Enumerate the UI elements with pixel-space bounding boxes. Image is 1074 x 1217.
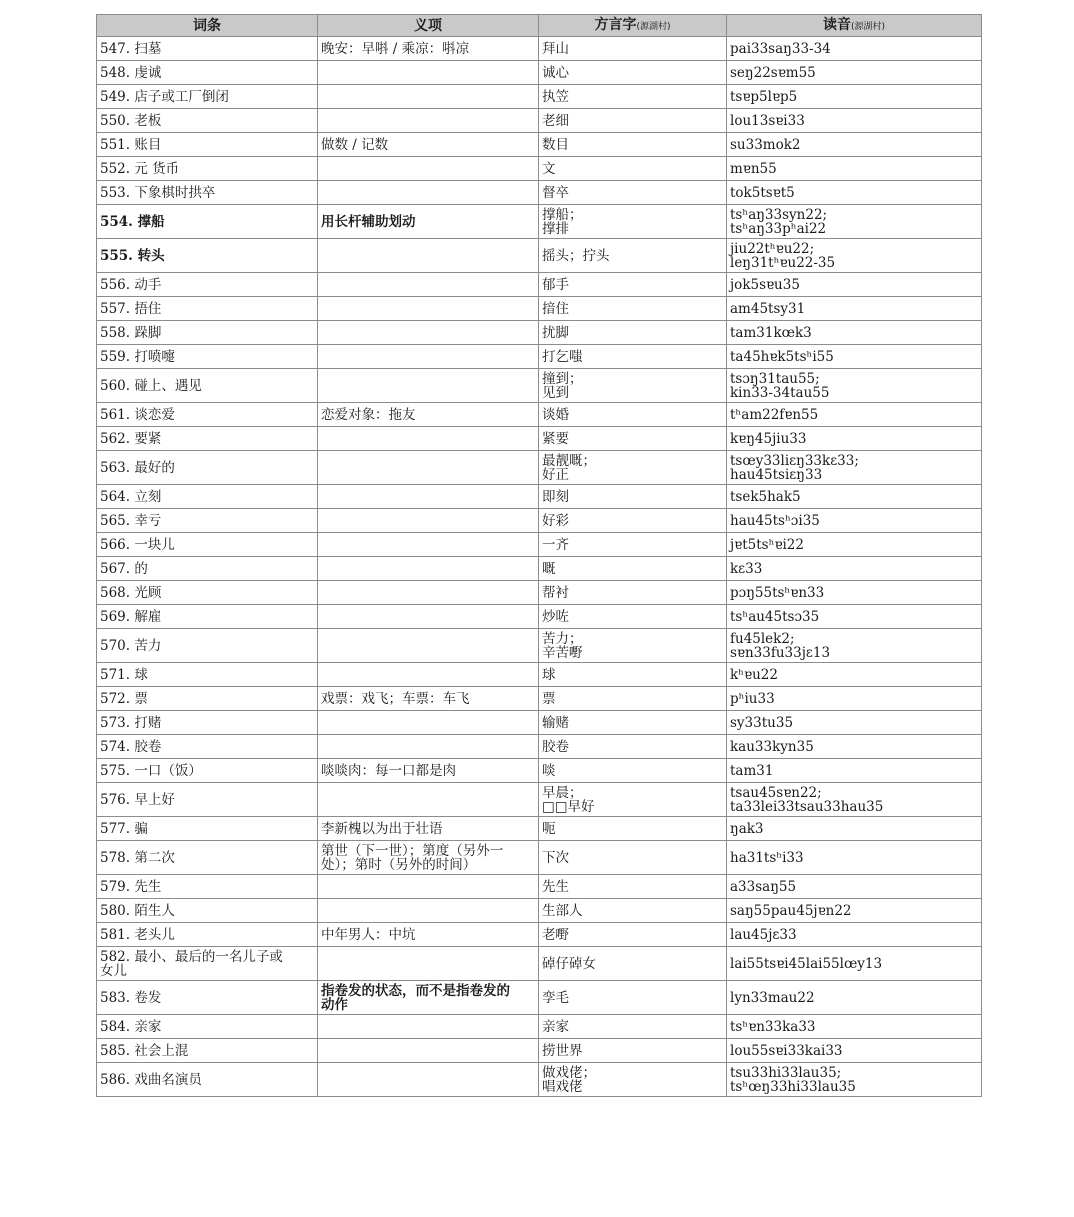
entry-cell: 586. 戏曲名演员 xyxy=(97,1063,318,1097)
meaning-cell: 中年男人：中坑 xyxy=(318,923,539,947)
table-row xyxy=(97,759,982,783)
dialect-char-cell: 早晨； □□早好 xyxy=(539,783,727,817)
entry-cell: 567. 的 xyxy=(97,557,318,581)
dialect-char-cell: 数目 xyxy=(539,133,727,157)
meaning-cell xyxy=(318,485,539,509)
entry-cell: 571. 球 xyxy=(97,663,318,687)
table-row xyxy=(97,1063,982,1097)
table-row xyxy=(97,817,982,841)
reading-cell: pai33saŋ33-34 xyxy=(727,37,982,61)
meaning-cell xyxy=(318,605,539,629)
table-row xyxy=(97,509,982,533)
table-row xyxy=(97,85,982,109)
table-row xyxy=(97,61,982,85)
reading-cell: hau45tsʰɔi35 xyxy=(727,509,982,533)
dialect-char-cell: 下次 xyxy=(539,841,727,875)
header-reading: 读音(源湖村) xyxy=(727,15,982,37)
table-row xyxy=(97,273,982,297)
entry-cell: 577. 骗 xyxy=(97,817,318,841)
reading-cell: tsek5hak5 xyxy=(727,485,982,509)
reading-cell: lai55tsɐi45lai55lœy13 xyxy=(727,947,982,981)
meaning-cell xyxy=(318,321,539,345)
dialect-char-cell: 郁手 xyxy=(539,273,727,297)
dialect-char-cell: 督卒 xyxy=(539,181,727,205)
lexicon-table xyxy=(96,14,982,1097)
dialect-char-cell: 老嘢 xyxy=(539,923,727,947)
reading-cell: am45tsy31 xyxy=(727,297,982,321)
dialect-char-cell: 亲家 xyxy=(539,1015,727,1039)
entry-cell: 578. 第二次 xyxy=(97,841,318,875)
dialect-char-cell: 一齐 xyxy=(539,533,727,557)
meaning-cell xyxy=(318,629,539,663)
dialect-char-cell: 紧要 xyxy=(539,427,727,451)
reading-cell: lou13sɐi33 xyxy=(727,109,982,133)
meaning-cell xyxy=(318,297,539,321)
dialect-char-cell: 炒咗 xyxy=(539,605,727,629)
entry-cell: 581. 老头儿 xyxy=(97,923,318,947)
table-row xyxy=(97,37,982,61)
meaning-cell xyxy=(318,783,539,817)
entry-cell: 582. 最小、最后的一名儿子或 女儿 xyxy=(97,947,318,981)
meaning-cell xyxy=(318,181,539,205)
table-row xyxy=(97,875,982,899)
reading-cell: su33mok2 xyxy=(727,133,982,157)
meaning-cell xyxy=(318,451,539,485)
reading-cell: tam31kœk3 xyxy=(727,321,982,345)
dialect-char-cell: 执笠 xyxy=(539,85,727,109)
meaning-cell: 恋爱对象：拖友 xyxy=(318,403,539,427)
meaning-cell xyxy=(318,239,539,273)
reading-cell: pɔŋ55tsʰɐn33 xyxy=(727,581,982,605)
table-row xyxy=(97,783,982,817)
meaning-cell xyxy=(318,61,539,85)
table-row xyxy=(97,663,982,687)
table-header-row xyxy=(97,15,982,37)
entry-cell: 564. 立刻 xyxy=(97,485,318,509)
reading-cell: kau33kyn35 xyxy=(727,735,982,759)
entry-cell: 579. 先生 xyxy=(97,875,318,899)
dialect-char-cell: 䂽仔䂽女 xyxy=(539,947,727,981)
table-row xyxy=(97,403,982,427)
dialect-char-cell: 做戏佬； 唱戏佬 xyxy=(539,1063,727,1097)
meaning-cell xyxy=(318,369,539,403)
dialect-char-cell: 先生 xyxy=(539,875,727,899)
meaning-cell xyxy=(318,509,539,533)
meaning-cell xyxy=(318,1063,539,1097)
meaning-cell: 李新槐以为出于壮语 xyxy=(318,817,539,841)
dialect-char-cell: 诚心 xyxy=(539,61,727,85)
entry-cell: 584. 亲家 xyxy=(97,1015,318,1039)
meaning-cell xyxy=(318,1039,539,1063)
header-dialect-sub: (源湖村) xyxy=(636,21,671,32)
entry-cell: 565. 幸亏 xyxy=(97,509,318,533)
reading-cell: ŋak3 xyxy=(727,817,982,841)
table-row xyxy=(97,321,982,345)
meaning-cell: 用长杆辅助划动 xyxy=(318,205,539,239)
table-row xyxy=(97,711,982,735)
table-row xyxy=(97,451,982,485)
reading-cell: pʰiu33 xyxy=(727,687,982,711)
reading-cell: ha31tsʰi33 xyxy=(727,841,982,875)
reading-cell: ta45hɐk5tsʰi55 xyxy=(727,345,982,369)
dialect-char-cell: 呃 xyxy=(539,817,727,841)
meaning-cell: 戏票：戏飞；车票：车飞 xyxy=(318,687,539,711)
entry-cell: 548. 虔诚 xyxy=(97,61,318,85)
meaning-cell xyxy=(318,273,539,297)
meaning-cell xyxy=(318,157,539,181)
entry-cell: 551. 账目 xyxy=(97,133,318,157)
reading-cell: kɐŋ45jiu33 xyxy=(727,427,982,451)
entry-cell: 563. 最好的 xyxy=(97,451,318,485)
dialect-char-cell: 文 xyxy=(539,157,727,181)
reading-cell: saŋ55pau45jɐn22 xyxy=(727,899,982,923)
entry-cell: 569. 解雇 xyxy=(97,605,318,629)
meaning-cell: 晚安：早唞 / 乘凉：唞凉 xyxy=(318,37,539,61)
meaning-cell: 做数 / 记数 xyxy=(318,133,539,157)
dialect-char-cell: 摇头；拧头 xyxy=(539,239,727,273)
table-row xyxy=(97,687,982,711)
entry-cell: 583. 卷发 xyxy=(97,981,318,1015)
table-row xyxy=(97,297,982,321)
table-row xyxy=(97,735,982,759)
reading-cell: lou55sɐi33kai33 xyxy=(727,1039,982,1063)
dialect-char-cell: 孪毛 xyxy=(539,981,727,1015)
table-row xyxy=(97,605,982,629)
table-row xyxy=(97,981,982,1015)
reading-cell: tsʰau45tsɔ35 xyxy=(727,605,982,629)
entry-cell: 550. 老板 xyxy=(97,109,318,133)
table-row xyxy=(97,181,982,205)
reading-cell: tsɔŋ31tau55; kin33-34tau55 xyxy=(727,369,982,403)
dialect-char-cell: 最靓嘅； 好正 xyxy=(539,451,727,485)
dialect-char-cell: 撞到； 见到 xyxy=(539,369,727,403)
reading-cell: kɛ33 xyxy=(727,557,982,581)
dialect-char-cell: 打乞嗤 xyxy=(539,345,727,369)
reading-cell: mɐn55 xyxy=(727,157,982,181)
reading-cell: tok5tsɐt5 xyxy=(727,181,982,205)
reading-cell: tsu33hi33lau35; tsʰœŋ33hi33lau35 xyxy=(727,1063,982,1097)
entry-cell: 580. 陌生人 xyxy=(97,899,318,923)
meaning-cell xyxy=(318,109,539,133)
entry-cell: 585. 社会上混 xyxy=(97,1039,318,1063)
reading-cell: tsʰɐn33ka33 xyxy=(727,1015,982,1039)
meaning-cell xyxy=(318,899,539,923)
meaning-cell xyxy=(318,427,539,451)
entry-cell: 556. 动手 xyxy=(97,273,318,297)
reading-cell: tam31 xyxy=(727,759,982,783)
meaning-cell xyxy=(318,947,539,981)
table-row xyxy=(97,205,982,239)
table-row xyxy=(97,923,982,947)
header-meaning: 义项 xyxy=(318,15,539,37)
meaning-cell xyxy=(318,85,539,109)
reading-cell: a33saŋ55 xyxy=(727,875,982,899)
entry-cell: 568. 光顾 xyxy=(97,581,318,605)
header-dialect-char: 方言字(源湖村) xyxy=(539,15,727,37)
entry-cell: 573. 打赌 xyxy=(97,711,318,735)
entry-cell: 574. 胶卷 xyxy=(97,735,318,759)
entry-cell: 549. 店子或工厂倒闭 xyxy=(97,85,318,109)
reading-cell: jɐt5tsʰɐi22 xyxy=(727,533,982,557)
reading-cell: tsɐp5lɐp5 xyxy=(727,85,982,109)
table-row xyxy=(97,427,982,451)
table-row xyxy=(97,485,982,509)
dialect-char-cell: 苦力； 辛苦嘢 xyxy=(539,629,727,663)
entry-cell: 559. 打喷嚏 xyxy=(97,345,318,369)
table-row xyxy=(97,557,982,581)
table-row xyxy=(97,157,982,181)
dialect-char-cell: 撑船； 撑排 xyxy=(539,205,727,239)
table-row xyxy=(97,109,982,133)
meaning-cell xyxy=(318,345,539,369)
dialect-char-cell: 嘅 xyxy=(539,557,727,581)
dialect-char-cell: 捞世界 xyxy=(539,1039,727,1063)
entry-cell: 561. 谈恋爱 xyxy=(97,403,318,427)
header-entry: 词条 xyxy=(97,15,318,37)
meaning-cell xyxy=(318,581,539,605)
dialect-char-cell: 胶卷 xyxy=(539,735,727,759)
dialect-char-cell: 输赌 xyxy=(539,711,727,735)
reading-cell: sy33tu35 xyxy=(727,711,982,735)
dialect-char-cell: 生部人 xyxy=(539,899,727,923)
dialect-char-cell: 票 xyxy=(539,687,727,711)
table-row xyxy=(97,1039,982,1063)
entry-cell: 560. 碰上、遇见 xyxy=(97,369,318,403)
header-reading-sub: (源湖村) xyxy=(850,21,886,32)
dialect-char-cell: 拜山 xyxy=(539,37,727,61)
reading-cell: kʰɐu22 xyxy=(727,663,982,687)
meaning-cell: 第世（下一世）；第度（另外一 处）；第时（另外的时间） xyxy=(318,841,539,875)
entry-cell: 566. 一块儿 xyxy=(97,533,318,557)
table-row xyxy=(97,239,982,273)
reading-cell: fu45lek2; sɐn33fu33jɛ13 xyxy=(727,629,982,663)
reading-cell: tsau45sɐn22; ta33lei33tsau33hau35 xyxy=(727,783,982,817)
dialect-char-cell: 好彩 xyxy=(539,509,727,533)
table-row xyxy=(97,345,982,369)
entry-cell: 558. 跺脚 xyxy=(97,321,318,345)
table-row xyxy=(97,629,982,663)
meaning-cell: 指卷发的状态，而不是指卷发的 动作 xyxy=(318,981,539,1015)
meaning-cell xyxy=(318,875,539,899)
entry-cell: 552. 元 货币 xyxy=(97,157,318,181)
meaning-cell: 啖啖肉：每一口都是肉 xyxy=(318,759,539,783)
reading-cell: tsœy33liɛŋ33kɛ33; hau45tsiɛŋ33 xyxy=(727,451,982,485)
dialect-char-cell: 帮衬 xyxy=(539,581,727,605)
reading-cell: tsʰaŋ33syn22; tsʰaŋ33pʰai22 xyxy=(727,205,982,239)
meaning-cell xyxy=(318,1015,539,1039)
entry-cell: 555. 转头 xyxy=(97,239,318,273)
table-row xyxy=(97,133,982,157)
meaning-cell xyxy=(318,557,539,581)
meaning-cell xyxy=(318,533,539,557)
table-row xyxy=(97,581,982,605)
entry-cell: 557. 捂住 xyxy=(97,297,318,321)
entry-cell: 547. 扫墓 xyxy=(97,37,318,61)
meaning-cell xyxy=(318,663,539,687)
dialect-char-cell: 扰脚 xyxy=(539,321,727,345)
reading-cell: jok5sɐu35 xyxy=(727,273,982,297)
reading-cell: tʰam22fɐn55 xyxy=(727,403,982,427)
entry-cell: 575. 一口（饭） xyxy=(97,759,318,783)
reading-cell: jiu22tʰɐu22; leŋ31tʰɐu22-35 xyxy=(727,239,982,273)
entry-cell: 562. 要紧 xyxy=(97,427,318,451)
dialect-char-cell: 球 xyxy=(539,663,727,687)
entry-cell: 554. 撑船 xyxy=(97,205,318,239)
reading-cell: lyn33mau22 xyxy=(727,981,982,1015)
table-row xyxy=(97,947,982,981)
table-row xyxy=(97,899,982,923)
dialect-char-cell: 即刻 xyxy=(539,485,727,509)
table-row xyxy=(97,369,982,403)
meaning-cell xyxy=(318,711,539,735)
entry-cell: 576. 早上好 xyxy=(97,783,318,817)
meaning-cell xyxy=(318,735,539,759)
reading-cell: seŋ22sɐm55 xyxy=(727,61,982,85)
entry-cell: 572. 票 xyxy=(97,687,318,711)
entry-cell: 553. 下象棋时拱卒 xyxy=(97,181,318,205)
entry-cell: 570. 苦力 xyxy=(97,629,318,663)
table-row xyxy=(97,533,982,557)
reading-cell: lau45jɛ33 xyxy=(727,923,982,947)
dialect-char-cell: 谈婚 xyxy=(539,403,727,427)
table-row xyxy=(97,841,982,875)
dialect-char-cell: 啖 xyxy=(539,759,727,783)
dialect-char-cell: 老细 xyxy=(539,109,727,133)
dialect-char-cell: 揞住 xyxy=(539,297,727,321)
table-row xyxy=(97,1015,982,1039)
